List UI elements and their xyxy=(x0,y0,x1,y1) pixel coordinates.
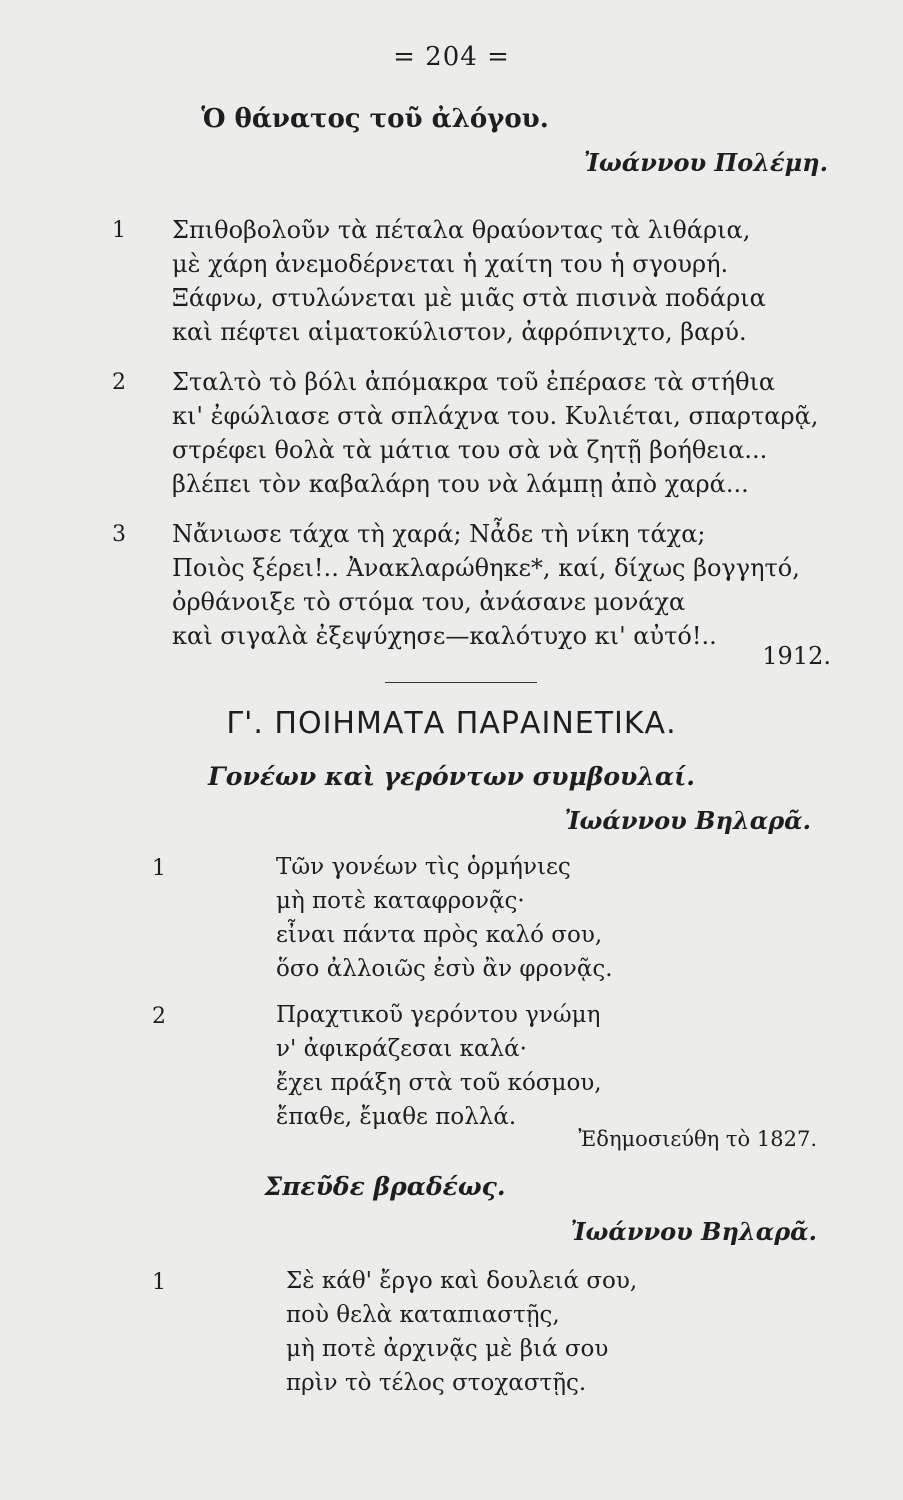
verse-line: καὶ σιγαλὰ ἐξεψύχησε—καλότυχο κι' αὐτό!.. xyxy=(172,622,717,650)
verse-line: Σπιθοβολοῦν τὰ πέταλα θραύοντας τὰ λιθάρια, xyxy=(172,216,751,244)
verse-line: μὴ ποτὲ καταφρονᾷς· xyxy=(276,888,525,914)
verse-line: στρέφει θολὰ τὰ μάτια του σὰ νὰ ζητῇ βοήθεια... xyxy=(172,436,768,464)
verse-line: κι' ἐφώλιασε στὰ σπλάχνα του. Κυλιέται, σπαρταρᾷ, xyxy=(172,402,819,430)
publication-note: Ἐδημοσιεύθη τὸ 1827. xyxy=(578,1127,817,1151)
verse-line: Νἄνιωσε τάχα τὴ χαρά; Νἆδε τὴ νίκη τάχα; xyxy=(172,520,706,548)
verse-line: Πραχτικοῦ γερόντου γνώμη xyxy=(276,1002,601,1028)
poem-title: Ὁ θάνατος τοῦ ἀλόγου. xyxy=(201,104,549,134)
verse-line: ν' ἀφικράζεσαι καλά· xyxy=(276,1036,527,1062)
verse-line: Ποιὸς ξέρει!.. Ἀνακλαρώθηκε*, καί, δίχως βογγητό, xyxy=(172,554,800,582)
stanza-number: 1 xyxy=(152,1270,166,1295)
verse-line: μὴ ποτὲ ἀρχινᾷς μὲ βιά σου xyxy=(286,1336,609,1362)
verse-line: Ξάφνω, στυλώνεται μὲ μιᾶς στὰ πισινὰ ποδάρια xyxy=(172,284,766,312)
stanza-number: 1 xyxy=(112,218,126,243)
verse-line: μὲ χάρη ἀνεμοδέρνεται ἡ χαίτη του ἡ σγουρή. xyxy=(172,250,729,278)
stanza-number: 1 xyxy=(152,856,166,881)
section-title: Γ'. ΠΟΙΗΜΑΤΑ ΠΑΡΑΙΝΕΤΙΚΑ. xyxy=(226,706,677,741)
verse-line: Τῶν γονέων τὶς ὁρμήνιες xyxy=(276,854,571,880)
poem-year: 1912. xyxy=(762,642,831,670)
verse-line: βλέπει τὸν καβαλάρη του νὰ λάμπῃ ἀπὸ χαρά... xyxy=(172,470,749,498)
verse-line: Σὲ κάθ' ἔργο καὶ δουλειά σου, xyxy=(286,1268,638,1294)
poem-author: Ἰωάννου Πολέμη. xyxy=(583,148,828,177)
page-number: = 204 = xyxy=(393,42,510,72)
verse-line: Σταλτὸ τὸ βόλι ἀπόμακρα τοῦ ἐπέρασε τὰ στήθια xyxy=(172,368,776,396)
stanza-number: 2 xyxy=(152,1004,166,1029)
verse-line: καὶ πέφτει αἱματοκύλιστον, ἀφρόπνιχτο, βαρύ. xyxy=(172,318,747,346)
verse-line: ἔχει πράξη στὰ τοῦ κόσμου, xyxy=(276,1070,602,1096)
verse-line: ὀρθάνοιξε τὸ στόμα του, ἀνάσανε μονάχα xyxy=(172,588,686,616)
poem-title: Γονέων καὶ γερόντων συμβουλαί. xyxy=(208,762,695,791)
verse-line: πρὶν τὸ τέλος στοχαστῇς. xyxy=(286,1370,587,1396)
stanza-number: 2 xyxy=(112,370,126,395)
poem-author: Ἰωάννου Βηλαρᾶ. xyxy=(570,1217,817,1246)
stanza-number: 3 xyxy=(112,522,126,547)
verse-line: εἶναι πάντα πρὸς καλό σου, xyxy=(276,922,603,948)
verse-line: ἔπαθε, ἔμαθε πολλά. xyxy=(276,1104,517,1130)
poem-author: Ἰωάννου Βηλαρᾶ. xyxy=(564,806,811,835)
verse-line: ὅσο ἀλλοιῶς ἐσὺ ἂν φρονᾷς. xyxy=(276,956,613,982)
verse-line: ποὺ θελὰ καταπιαστῇς, xyxy=(286,1302,560,1328)
poem-title: Σπεῦδε βραδέως. xyxy=(264,1172,506,1201)
divider-rule xyxy=(385,682,537,683)
